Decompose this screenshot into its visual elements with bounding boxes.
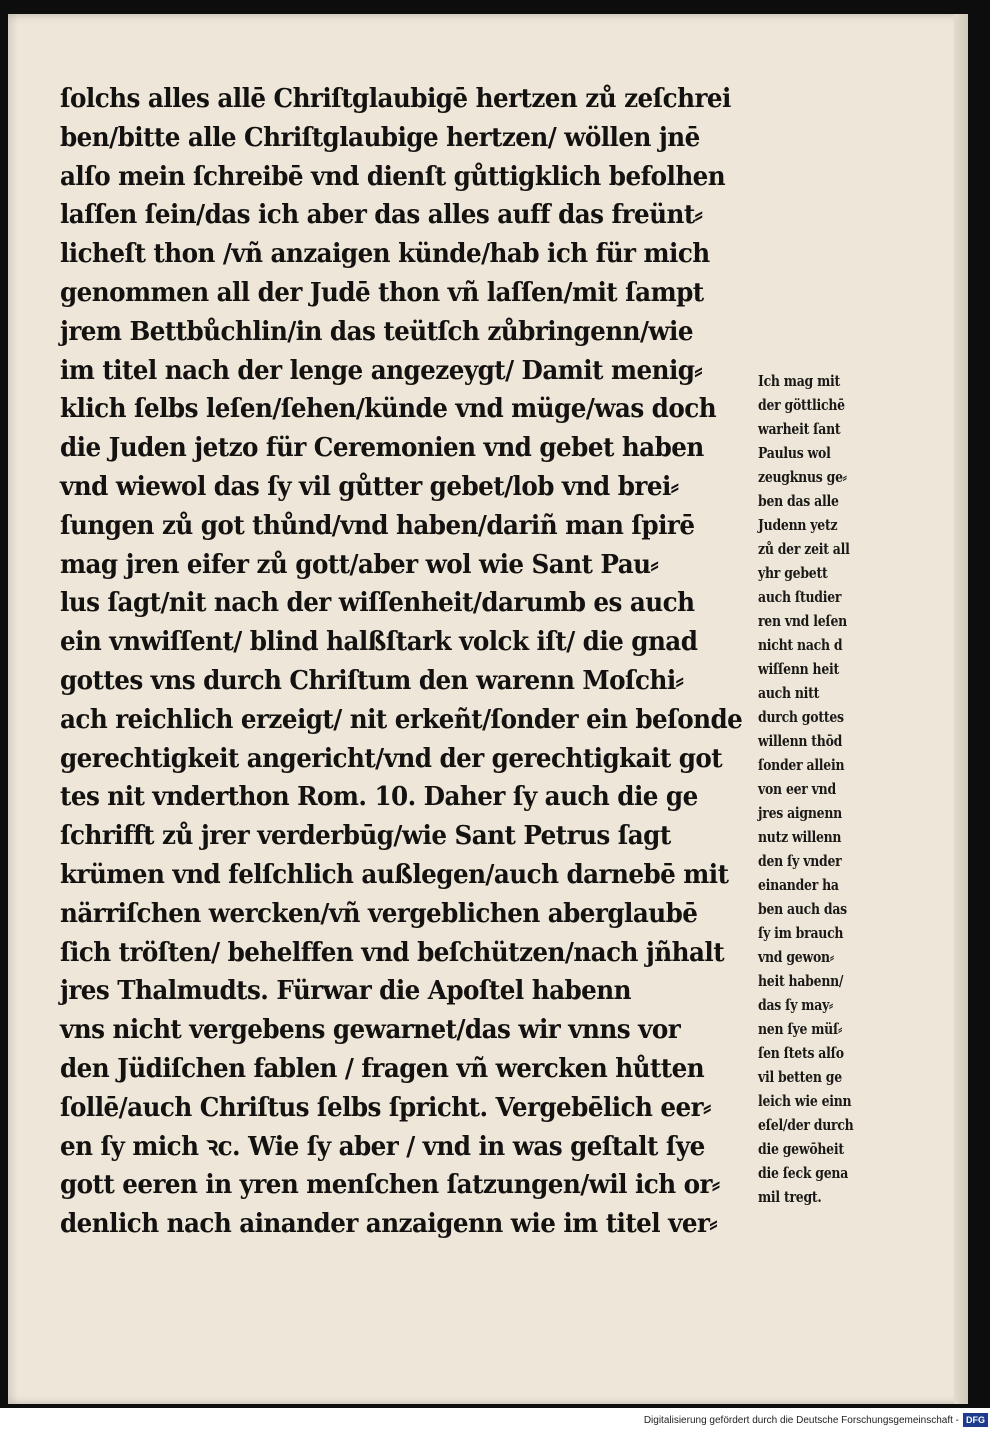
- funding-credit-text: Digitalisierung gefördert durch die Deutsche Forschungsgemeinschaft -: [643, 1414, 959, 1426]
- marginal-line: vnd gewon⸗: [758, 949, 834, 966]
- text-line: gott eeren in yren menſchen ſatzungen/wil ich or⸗: [60, 1169, 720, 1201]
- marginal-line: jres aignenn: [758, 805, 842, 822]
- marginal-line: von eer vnd: [758, 781, 836, 798]
- dfg-logo: DFG: [963, 1413, 988, 1427]
- marginal-line: auch nitt: [758, 685, 820, 702]
- marginal-line: Judenn yetz: [758, 517, 838, 534]
- text-line: mag jren eifer zů gott/aber wol wie Sant Pau⸗: [60, 548, 659, 580]
- marginal-line: nutz willenn: [758, 829, 842, 846]
- text-line: ein vnwiſſent/ blind halßſtark volck iſt/ die gnad: [60, 626, 698, 658]
- marginal-line: vil betten ge: [758, 1069, 842, 1086]
- text-line: ſolchs alles allē Chriſtglaubigē hertzen zů zeſchrei: [60, 83, 731, 114]
- text-line: krümen vnd felſchlich außlegen/auch darnebē mit: [60, 858, 729, 890]
- marginal-line: zů der zeit all: [758, 541, 850, 558]
- marginal-line: ſonder allein: [758, 757, 845, 774]
- text-line: ſungen zů got thůnd/vnd haben/dariñ man ſpirē: [60, 509, 695, 541]
- text-line: vns nicht vergebens gewarnet/das wir vnns vor: [60, 1014, 681, 1046]
- main-text-block: [60, 80, 770, 1244]
- marginal-line: Ich mag mit: [758, 373, 841, 390]
- marginal-line: heit habenn/: [758, 973, 844, 990]
- text-line: närriſchen wercken/vñ vergeblichen aberglaubē: [60, 897, 698, 929]
- marginal-line: willenn thōd: [758, 733, 843, 750]
- marginal-line: der göttlichē: [758, 397, 845, 414]
- marginal-line: auch ſtudier: [758, 589, 842, 606]
- text-line: lus ſagt/nit nach der wiſſenheit/darumb es auch: [60, 587, 695, 619]
- text-line: ben/bitte alle Chriſtglaubige hertzen/ wöllen jnē: [60, 121, 700, 153]
- text-line: en ſy mich ꝛc. Wie ſy aber / vnd in was geſtalt ſye: [60, 1130, 705, 1162]
- marginal-line: eſel/der durch: [758, 1117, 854, 1134]
- text-line: ſollē/auch Chriſtus ſelbs ſpricht. Vergebēlich eer⸗: [60, 1091, 711, 1123]
- marginal-line: nicht nach d: [758, 637, 843, 654]
- marginal-line: yhr gebett: [758, 565, 828, 582]
- text-line: jrem Bettbůchlin/in das teütſch zůbringenn/wie: [60, 315, 693, 347]
- text-line: den Jüdiſchen fablen / fragen vñ wercken hůtten: [60, 1052, 705, 1084]
- marginal-line: ren vnd leſen: [758, 613, 847, 630]
- text-line: vnd wiewol das ſy vil gůtter gebet/lob vnd brei⸗: [60, 470, 679, 502]
- marginal-line: leich wie einn: [758, 1093, 852, 1110]
- text-line: klich ſelbs leſen/ſehen/künde vnd müge/was doch: [60, 393, 717, 425]
- page-edge: [954, 14, 968, 1404]
- text-line: licheſt thon /vñ anzaigen künde/hab ich für mich: [60, 238, 710, 270]
- text-line: ach reichlich erzeigt/ nit erkeñt/ſonder ein beſonde: [60, 703, 743, 735]
- marginal-note: [758, 370, 898, 1210]
- marginal-line: den ſy vnder: [758, 853, 842, 870]
- marginal-line: einander ha: [758, 877, 839, 894]
- marginal-line: ben das alle: [758, 493, 839, 510]
- text-line: ſich tröſten/ behelffen vnd beſchützen/nach jñhalt: [60, 936, 725, 968]
- marginal-line: ben auch das: [758, 901, 847, 918]
- marginal-line: die gewōheit: [758, 1141, 844, 1158]
- marginal-line: warheit ſant: [758, 421, 841, 438]
- text-line: genommen all der Judē thon vñ laſſen/mit ſampt: [60, 276, 704, 308]
- marginal-line: zeugknus ge⸗: [758, 469, 847, 486]
- marginal-line: die ſeck gena: [758, 1165, 849, 1182]
- marginal-line: nen ſye müſ⸗: [758, 1021, 842, 1038]
- marginal-line: Paulus wol: [758, 445, 831, 462]
- marginal-line: das ſy may⸗: [758, 997, 833, 1014]
- marginal-line: ſy im brauch: [758, 925, 844, 942]
- text-line: tes nit vnderthon Rom. 10. Daher ſy auch die ge: [60, 781, 698, 813]
- marginal-line: durch gottes: [758, 709, 844, 726]
- text-line: die Juden jetzo für Ceremonien vnd gebet haben: [60, 432, 704, 464]
- footer-credit: [644, 1412, 988, 1428]
- text-line: alſo mein ſchreibē vnd dienſt gůttigklich befolhen: [60, 160, 726, 192]
- text-line: gerechtigkeit angericht/vnd der gerechtigkait got: [60, 742, 723, 774]
- text-line: laſſen ſein/das ich aber das alles auff das freünt⸗: [60, 199, 703, 231]
- text-line: ſchrifft zů jrer verderbūg/wie Sant Petrus ſagt: [60, 820, 671, 852]
- text-line: denlich nach ainander anzaigenn wie im titel ver⸗: [60, 1208, 718, 1240]
- marginal-line: ſen ſtets alſo: [758, 1045, 844, 1062]
- text-line: gottes vns durch Chriſtum den warenn Moſchi⸗: [60, 664, 684, 696]
- marginal-line: wiſſenn heit: [758, 661, 840, 678]
- text-line: jres Thalmudts. Fürwar die Apoſtel habenn: [60, 975, 632, 1007]
- book-page: [8, 14, 968, 1404]
- text-line: im titel nach der lenge angezeygt/ Damit menig⸗: [60, 354, 703, 386]
- marginal-line: mil tregt.: [758, 1189, 822, 1206]
